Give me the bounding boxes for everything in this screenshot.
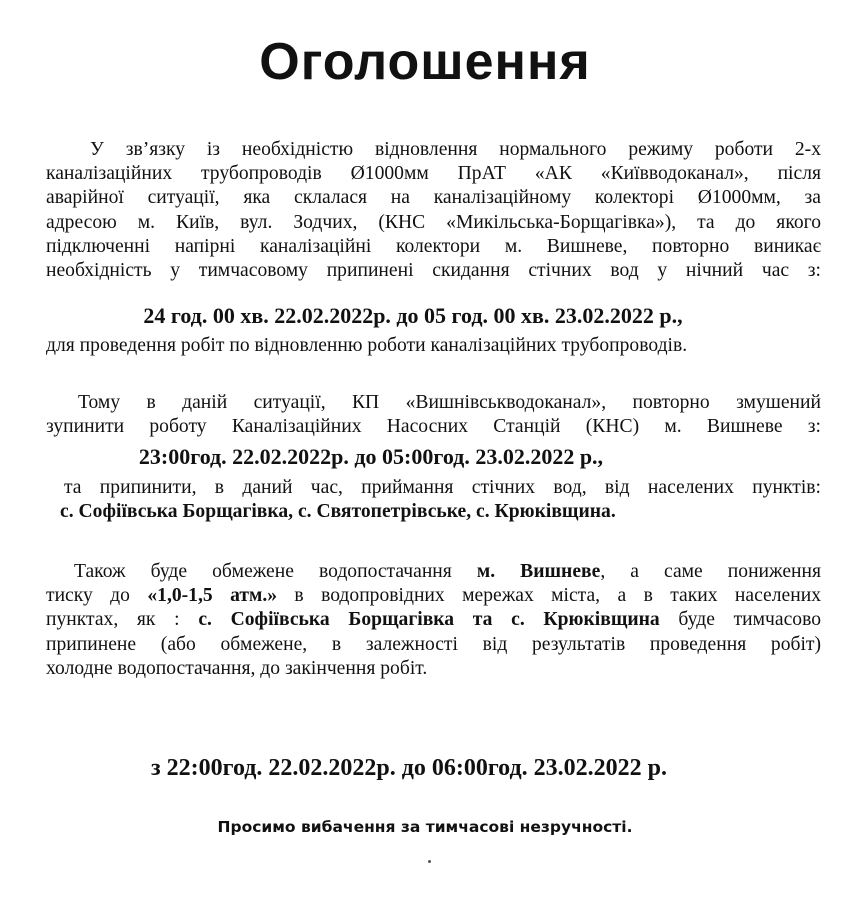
- water-restriction-period: з 22:00год. 22.02.2022р. до 06:00год. 23.02.2022 р.: [151, 755, 667, 781]
- paragraph-2-line-1: Тому в даній ситуації, КП «Вишнівськводоканал», повторно змушений: [78, 392, 821, 413]
- apology-note: Просимо вибачення за тимчасові незручності.: [217, 818, 633, 836]
- paragraph-3-line-2: тиску до «1,0-1,5 атм.» в водопровідних мережах міста, а в таких населених: [46, 585, 821, 607]
- paragraph-1-line-3: аварійної ситуації, яка склалася на каналізаційному колекторі Ø1000мм, за: [46, 187, 821, 209]
- paragraph-2-line-2: зупинити роботу Каналізаційних Насосних Станцій (КНС) м. Вишневе з:: [46, 416, 821, 438]
- paragraph-1-line-5: підключенні напірні каналізаційні колектори м. Вишневе, повторно виникає: [46, 235, 821, 257]
- paragraph-2: [46, 391, 821, 439]
- paragraph-1: [46, 138, 821, 283]
- paragraph-2-rest: [46, 476, 821, 524]
- paragraph-1-line-2: каналізаційних трубопроводів Ø1000мм ПрАТ «АК «Київводоканал», після: [46, 163, 821, 185]
- paragraph-3-line-5: холодне водопостачання, до закінчення робіт.: [46, 657, 428, 679]
- affected-villages: с. Софіївська Борщагівка, с. Святопетрівське, с. Крюківщина.: [60, 501, 616, 523]
- paragraph-1-after-text: для проведення робіт по відновленню роботи каналізаційних трубопроводів.: [46, 335, 688, 356]
- sewage-stop-period: 24 год. 00 хв. 22.02.2022р. до 05 год. 00 хв. 23.02.2022 р.,: [143, 303, 683, 328]
- paragraph-3-line-1: Також буде обмежене водопостачання м. Вишневе, а саме пониження: [74, 561, 822, 582]
- town-vyshneve: м. Вишневе: [476, 561, 601, 582]
- pump-stop-period: 23:00год. 22.02.2022р. до 05:00год. 23.02.2022 р.,: [138, 444, 604, 469]
- pressure-range: «1,0-1,5 атм.»: [147, 585, 278, 607]
- paragraph-1-after: [46, 334, 821, 358]
- paragraph-1-line-4: адресою м. Київ, вул. Зодчих, (КНС «Микільська-Борщагівка»), та до якого: [46, 211, 821, 233]
- paragraph-3-line-4: припинене (або обмежене, в залежності від результатів проведення робіт): [46, 633, 821, 655]
- scan-speck: [428, 860, 431, 863]
- paragraph-1-line-1: У зв’язку із необхідністю відновлення нормального режиму роботи 2-х: [90, 139, 821, 160]
- affected-villages-water: с. Софіївська Борщагівка та с. Крюківщина: [198, 609, 660, 631]
- paragraph-1-line-6: необхідність у тимчасовому припинені скидання стічних вод у нічний час з:: [46, 260, 821, 282]
- paragraph-2-line-3: та припинити, в даний час, приймання стічних вод, від населених пунктів:: [64, 477, 821, 498]
- paragraph-3-line-3: пунктах, як : с. Софіївська Борщагівка та с. Крюківщина буде тимчасово: [46, 609, 821, 631]
- page-title: Оголошення: [259, 33, 591, 91]
- paragraph-3: [46, 560, 821, 681]
